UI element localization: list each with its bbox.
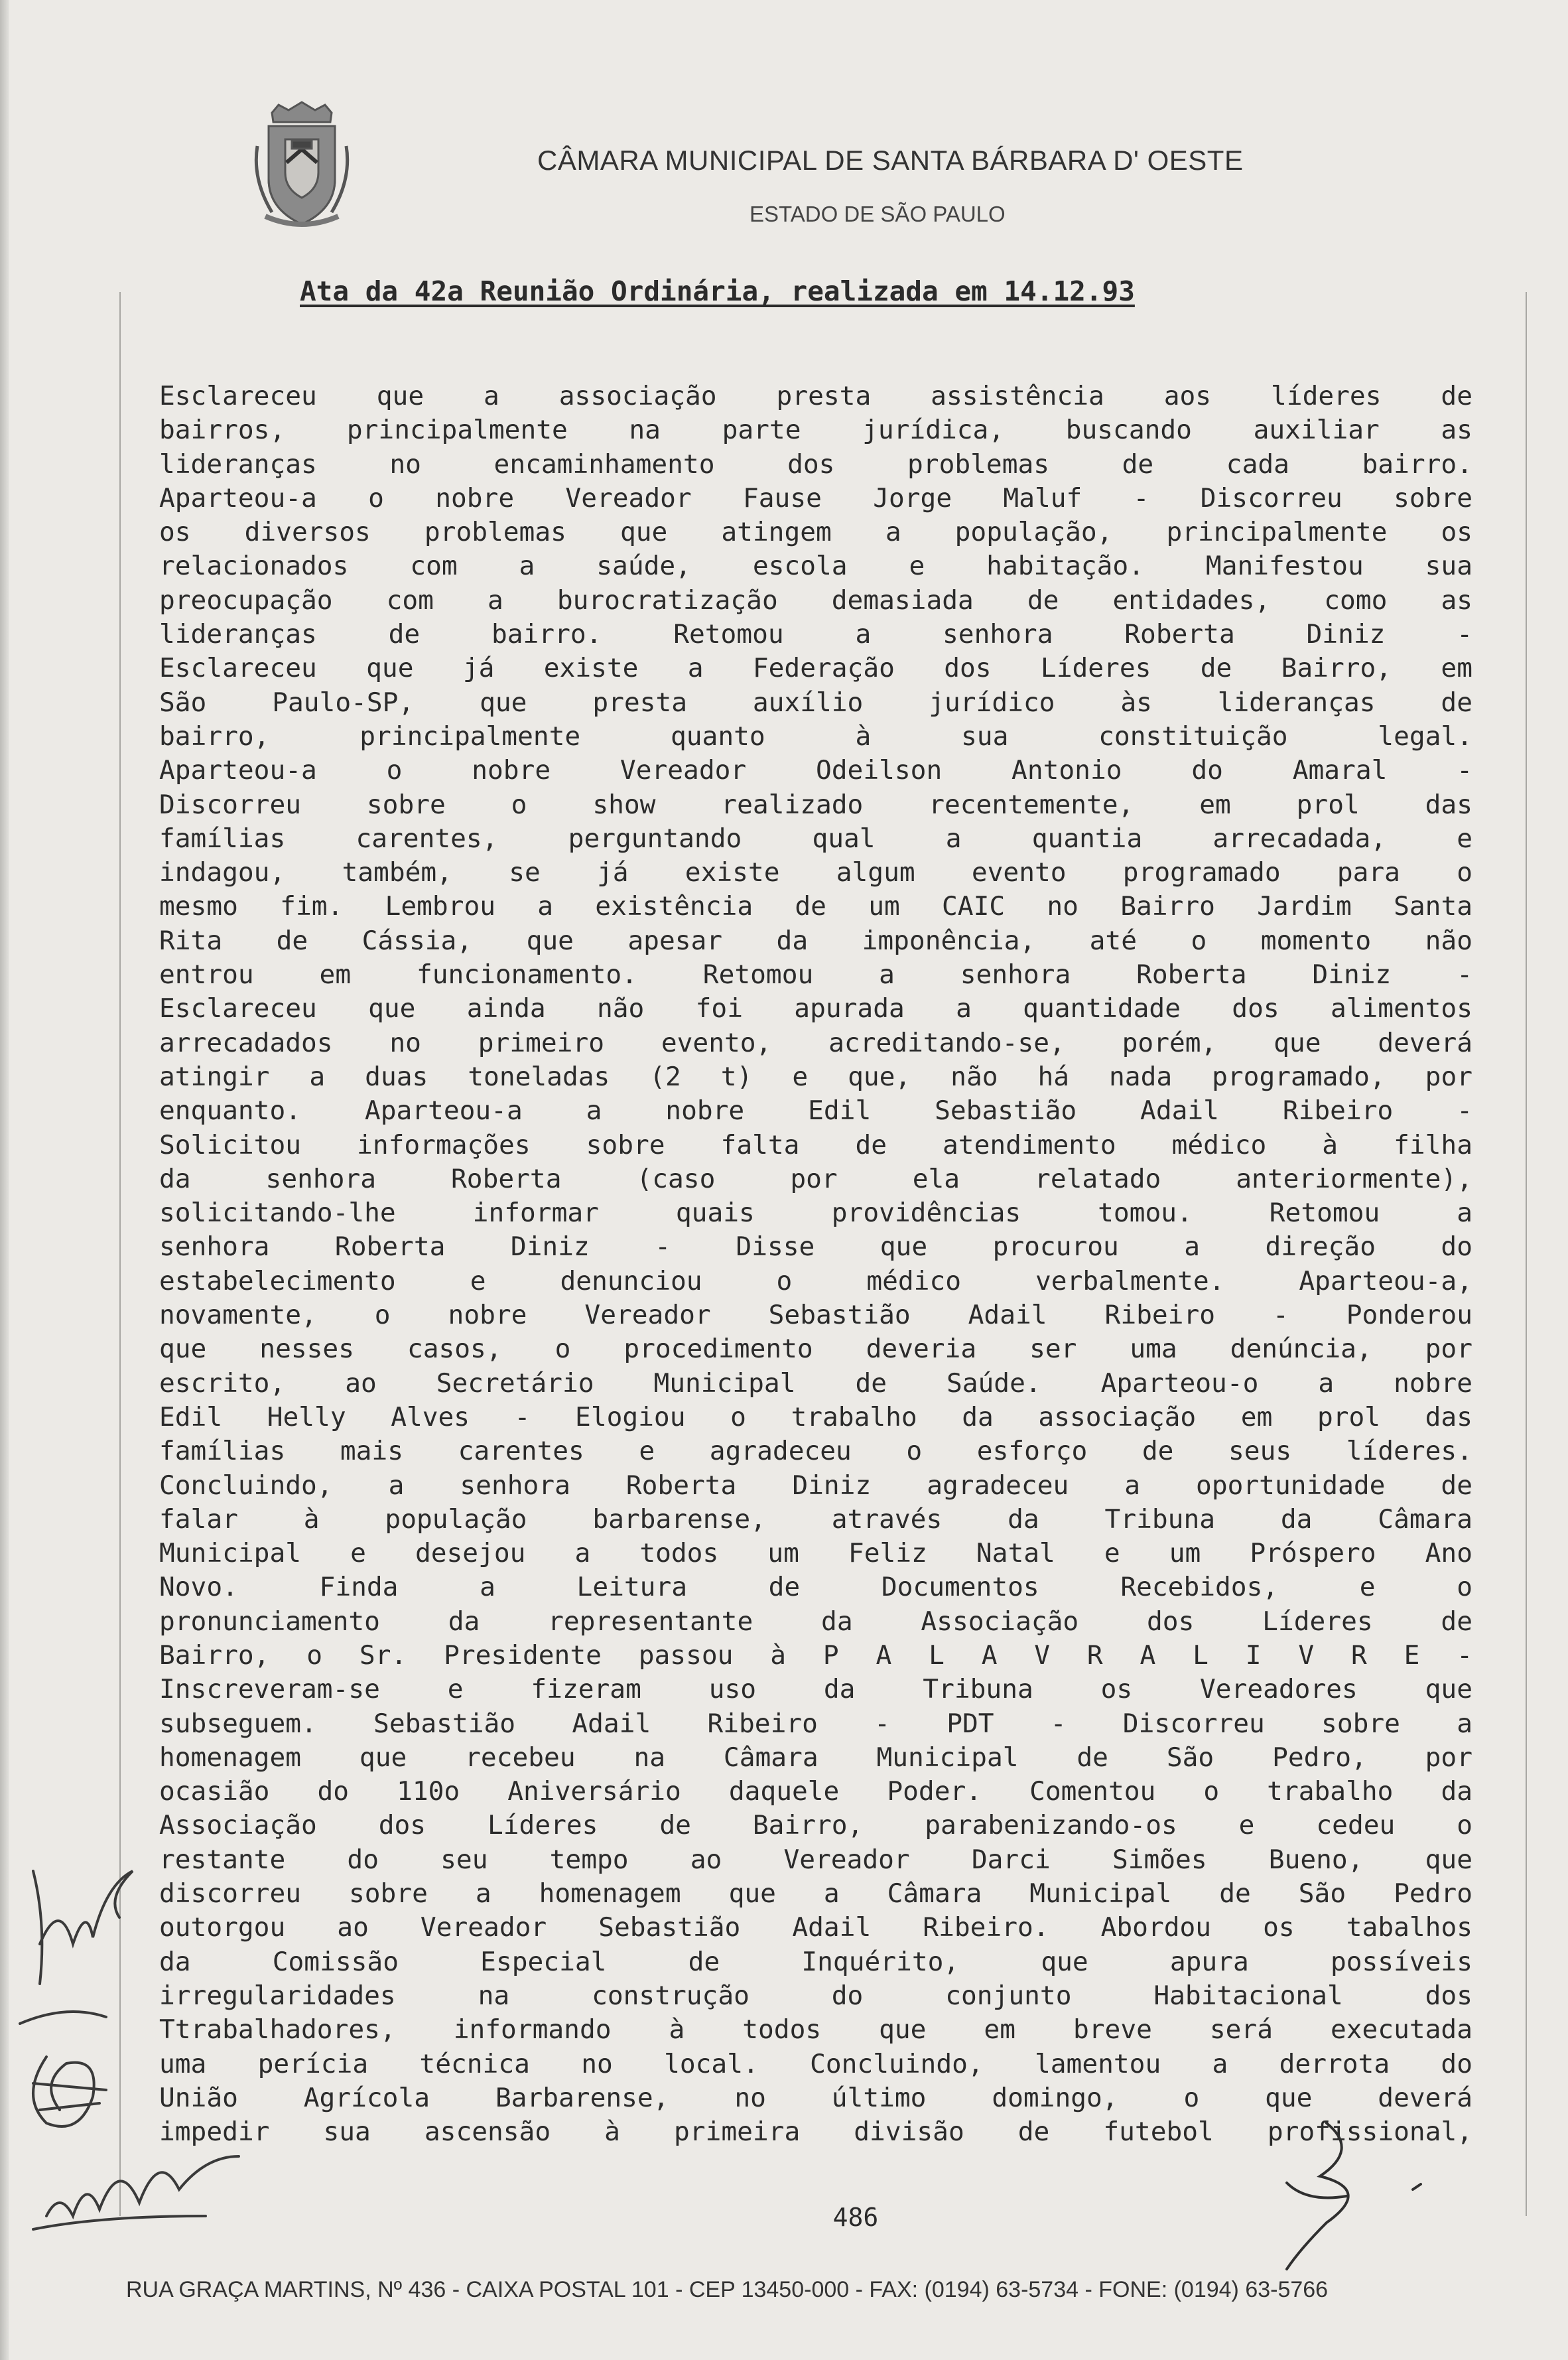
body-line: que nesses casos, o procedimento deveria ser uma denúncia, por (159, 1334, 1472, 1365)
body-line: Rita de Cássia, que apesar da imponência, até o momento não (159, 925, 1472, 956)
handwritten-signature-left (7, 1844, 285, 2256)
handwritten-signature-right (1247, 2110, 1446, 2282)
body-line: impedir sua ascensão à primeira divisão de futebol profissional, (159, 2117, 1472, 2148)
body-line: pronunciamento da representante da Associação dos Líderes de (159, 1606, 1472, 1637)
body-line: discorreu sobre a homenagem que a Câmara Municipal de São Pedro (159, 1878, 1472, 1909)
body-line: atingir a duas toneladas (2 t) e que, não há nada programado, por (159, 1061, 1472, 1092)
body-line: Esclareceu que já existe a Federação dos Líderes de Bairro, em (159, 653, 1472, 684)
minutes-body (159, 380, 1472, 2149)
minutes-title: Ata da 42a Reunião Ordinária, realizada em 14.12.93 (300, 275, 1135, 307)
body-line: Concluindo, a senhora Roberta Diniz agradeceu a oportunidade de (159, 1470, 1472, 1501)
body-line: enquanto. Aparteou-a a nobre Edil Sebastião Adail Ribeiro - (159, 1095, 1472, 1127)
body-line: União Agrícola Barbarense, no último domingo, o que deverá (159, 2082, 1472, 2113)
body-line: lideranças no encaminhamento dos problemas de cada bairro. (159, 449, 1472, 480)
body-line: mesmo fim. Lembrou a existência de um CAIC no Bairro Jardim Santa (159, 891, 1472, 922)
body-line: famílias carentes, perguntando qual a quantia arrecadada, e (159, 823, 1472, 854)
body-line: bairros, principalmente na parte jurídica, buscando auxiliar as (159, 415, 1472, 446)
body-line: subseguem. Sebastião Adail Ribeiro - PDT - Discorreu sobre a (159, 1708, 1472, 1739)
body-line: escrito, ao Secretário Municipal de Saúde. Aparteou-o a nobre (159, 1367, 1472, 1399)
body-line: Associação dos Líderes de Bairro, parabenizando-os e cedeu o (159, 1810, 1472, 1841)
municipal-coat-of-arms-icon (252, 100, 352, 232)
body-line: uma perícia técnica no local. Concluindo, lamentou a derrota do (159, 2048, 1472, 2079)
body-line: da senhora Roberta (caso por ela relatado anteriormente), (159, 1163, 1472, 1194)
body-line: ocasião do 110o Aniversário daquele Poder. Comentou o trabalho da (159, 1776, 1472, 1807)
page-number: 486 (832, 2203, 879, 2232)
body-line: Ttrabalhadores, informando à todos que em breve será executada (159, 2014, 1472, 2046)
state-subtitle: ESTADO DE SÃO PAULO (750, 202, 1006, 226)
body-line: os diversos problemas que atingem a população, principalmente os (159, 517, 1472, 548)
body-line: indagou, também, se já existe algum evento programado para o (159, 857, 1472, 888)
body-line: estabelecimento e denunciou o médico verbalmente. Aparteou-a, (159, 1265, 1472, 1296)
body-line: Esclareceu que ainda não foi apurada a quantidade dos alimentos (159, 993, 1472, 1024)
body-line: entrou em funcionamento. Retomou a senhora Roberta Diniz - (159, 959, 1472, 991)
body-line: irregularidades na construção do conjunto Habitacional dos (159, 1980, 1472, 2011)
body-line: senhora Roberta Diniz - Disse que procurou a direção do (159, 1231, 1472, 1263)
body-line: Esclareceu que a associação presta assistência aos líderes de (159, 381, 1472, 411)
body-line: lideranças de bairro. Retomou a senhora Roberta Diniz - (159, 619, 1472, 650)
body-line: preocupação com a burocratização demasiada de entidades, como as (159, 585, 1472, 616)
body-line: solicitando-lhe informar quais providências tomou. Retomou a (159, 1198, 1472, 1229)
institution-title: CÂMARA MUNICIPAL DE SANTA BÁRBARA D' OESTE (537, 145, 1244, 176)
body-line: arrecadados no primeiro evento, acreditando-se, porém, que deverá (159, 1027, 1472, 1058)
body-line: Edil Helly Alves - Elogiou o trabalho da associação em prol das (159, 1401, 1472, 1432)
body-line: Aparteou-a o nobre Vereador Fause Jorge Maluf - Discorreu sobre (159, 482, 1472, 514)
body-line: famílias mais carentes e agradeceu o esforço de seus líderes. (159, 1436, 1472, 1467)
body-line: falar à população barbarense, através da Tribuna da Câmara (159, 1503, 1472, 1535)
body-line: restante do seu tempo ao Vereador Darci Simões Bueno, que (159, 1844, 1472, 1875)
body-line: da Comissão Especial de Inquérito, que apura possíveis (159, 1946, 1472, 1977)
footer-address: RUA GRAÇA MARTINS, Nº 436 - CAIXA POSTAL 101 - CEP 13450-000 - FAX: (0194) 63-5734 - FONE: (0194) 63-5766 (126, 2277, 1329, 2302)
body-line: Solicitou informações sobre falta de atendimento médico à filha (159, 1129, 1472, 1160)
body-line: Municipal e desejou a todos um Feliz Natal e um Próspero Ano (159, 1538, 1472, 1569)
body-line: Discorreu sobre o show realizado recentemente, em prol das (159, 789, 1472, 820)
right-margin-rule (1526, 292, 1527, 2216)
body-line: outorgou ao Vereador Sebastião Adail Ribeiro. Abordou os tabalhos (159, 1912, 1472, 1943)
body-line: Aparteou-a o nobre Vereador Odeilson Antonio do Amaral - (159, 755, 1472, 786)
body-line: São Paulo-SP, que presta auxílio jurídico às lideranças de (159, 687, 1472, 718)
body-line: homenagem que recebeu na Câmara Municipal de São Pedro, por (159, 1742, 1472, 1773)
body-line: Bairro, o Sr. Presidente passou à P A L A V R A L I V R E - (159, 1639, 1472, 1671)
body-line: bairro, principalmente quanto à sua constituição legal. (159, 721, 1472, 752)
body-line: novamente, o nobre Vereador Sebastião Adail Ribeiro - Ponderou (159, 1300, 1472, 1331)
body-line: Inscreveram-se e fizeram uso da Tribuna os Vereadores que (159, 1674, 1472, 1705)
body-line: relacionados com a saúde, escola e habitação. Manifestou sua (159, 551, 1472, 582)
body-line: Novo. Finda a Leitura de Documentos Recebidos, e o (159, 1572, 1472, 1603)
